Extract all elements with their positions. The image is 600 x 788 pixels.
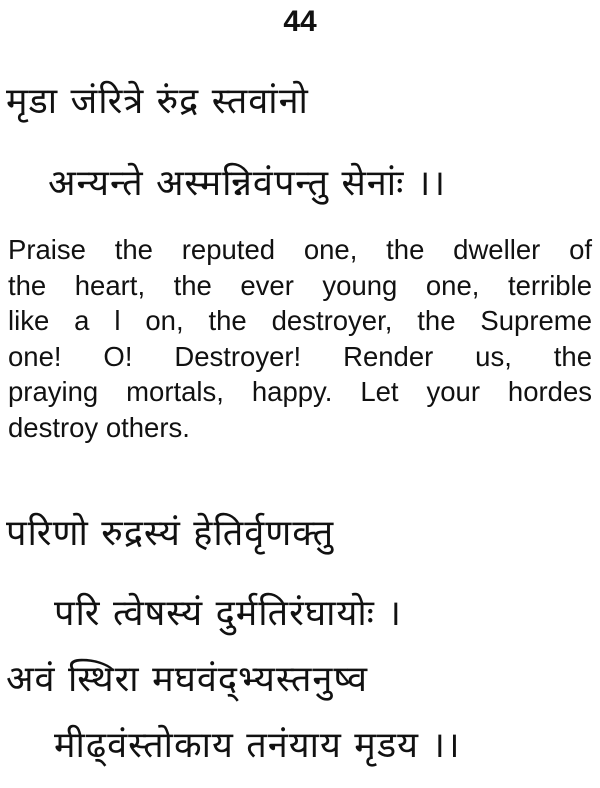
translation-line: destroy others.: [8, 411, 190, 443]
verse-2-line-3: अवं स्थिरा मघवंद्भ्यस्तनुष्व: [6, 659, 369, 700]
translation-line: Praise the reputed one, the dweller of: [8, 234, 592, 265]
verse-1-line-1: मृडा जंरित्रे रुंद्र स्तवांनो: [6, 81, 309, 122]
translation-line: praying mortals, happy. Let your hordes: [8, 376, 592, 408]
translation-line: the heart, the ever young one, terrible: [8, 269, 592, 301]
page-number: 44: [283, 5, 317, 38]
translation-line: one! O! Destroyer! Render us, the: [8, 340, 592, 372]
translation-paragraph: [8, 232, 592, 446]
verse-2-line-4: मीढ्वंस्तोकाय तनंयाय मृडय ।।: [54, 725, 461, 766]
verse-2-line-2: परि त्वेषस्यं दुर्मतिरंघायोः ।: [54, 593, 403, 634]
translation-line: like a l on, the destroyer, the Supreme: [8, 305, 592, 337]
verse-1-line-2: अन्यन्ते अस्मन्निवंपन्तु सेनांः ।।: [48, 163, 447, 204]
verse-2-line-1: परिणो रुद्रस्यं हेतिर्वृणक्तु: [6, 513, 335, 554]
